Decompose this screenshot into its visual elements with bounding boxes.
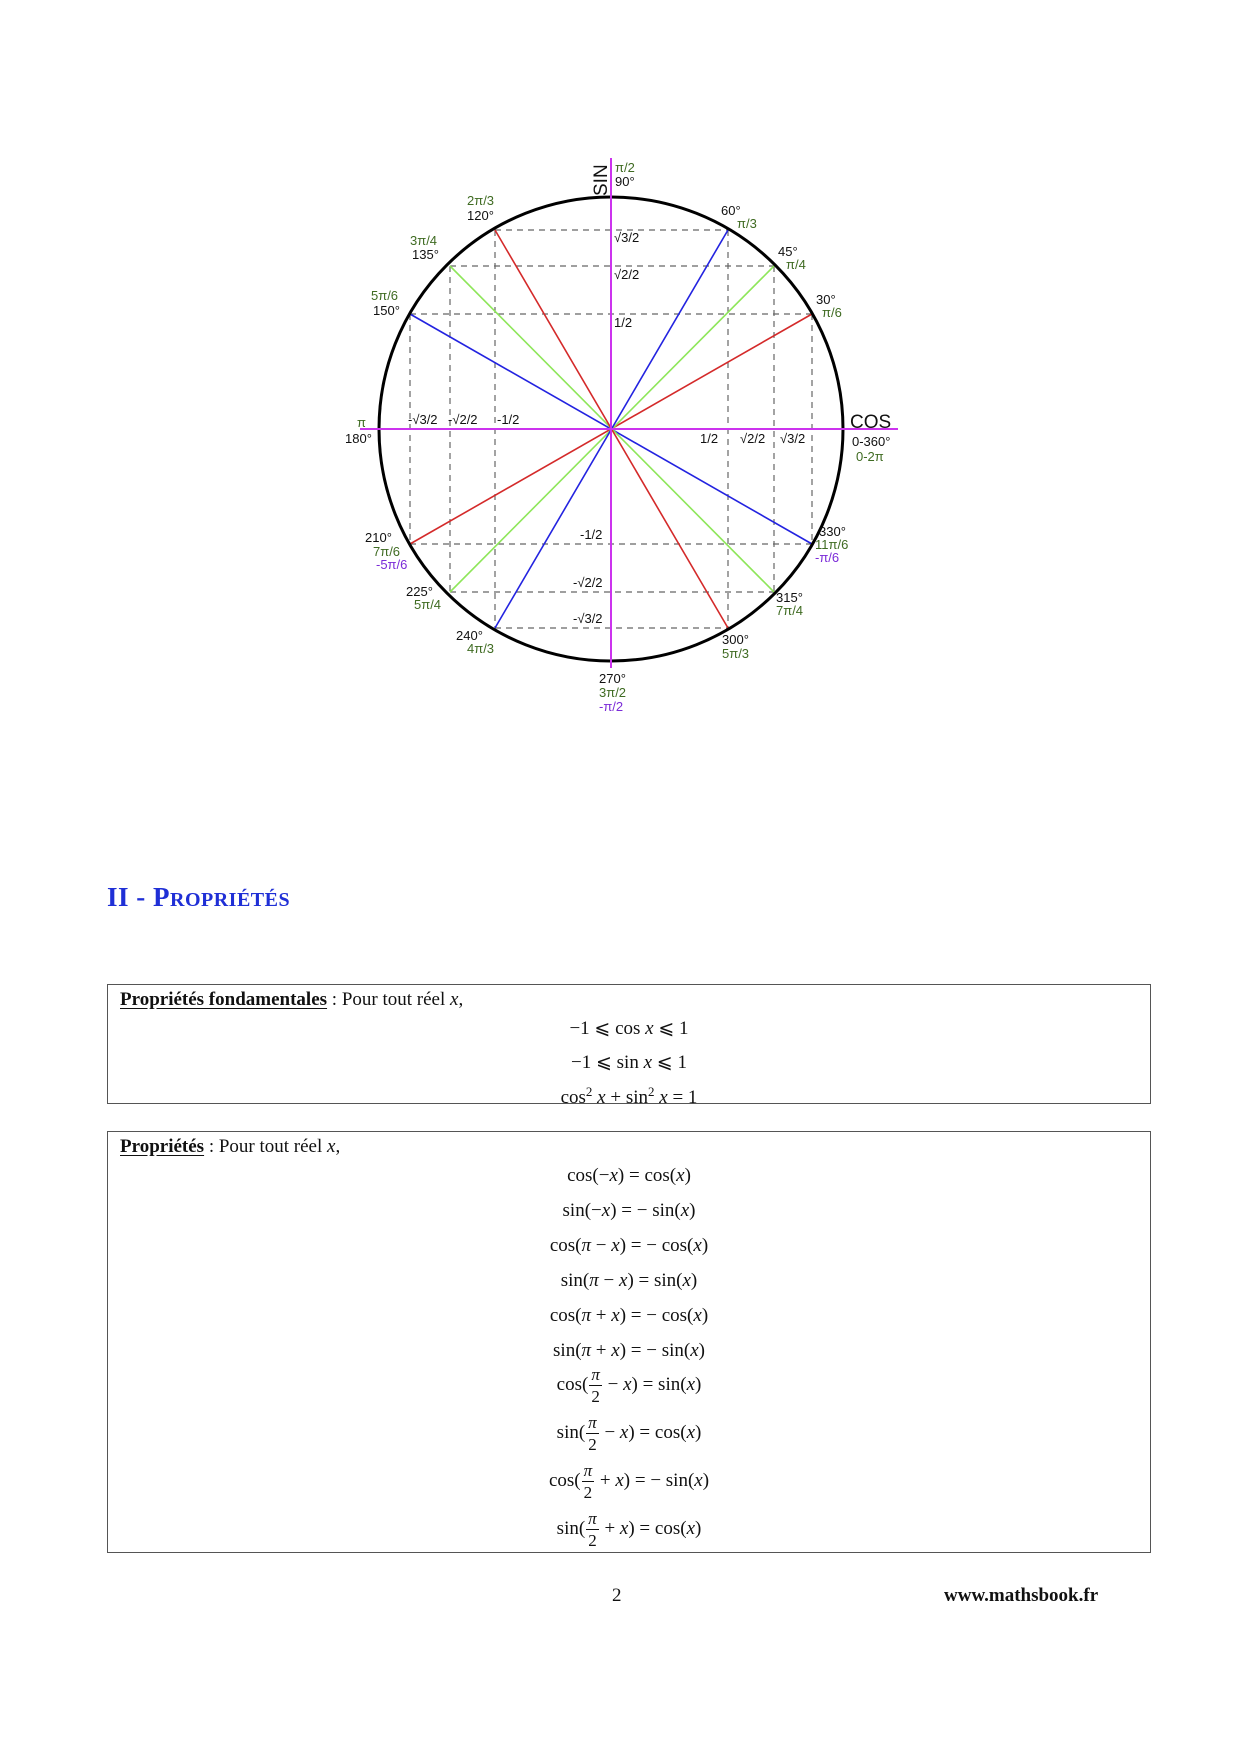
value-y-neg-sqrt3: -√3/2 (573, 611, 603, 626)
label-60-deg: 60° (721, 203, 741, 218)
label-210-deg: 210° (365, 530, 392, 545)
value-x-neg-sqrt2: -√2/2 (448, 412, 478, 427)
formula-cos-pi-minus: cos(π − x) = − cos(x) (549, 1235, 709, 1256)
label-315-rad: 7π/4 (776, 603, 804, 618)
value-x-sqrt3: √3/2 (780, 431, 806, 446)
cos-axis-label: COS (850, 412, 892, 433)
fundamental-properties-title: Propriétés fondamentales (120, 989, 328, 1010)
label-135-deg: 135° (412, 247, 439, 262)
formula-sin-pi-plus: sin(π + x) = − sin(x) (553, 1340, 705, 1361)
fundamental-properties-heading (120, 989, 463, 1011)
properties-intro: : Pour tout réel (204, 1136, 328, 1157)
label-60-rad: π/3 (737, 216, 757, 231)
label-240-rad: 4π/3 (467, 641, 495, 656)
fundamental-properties-end: , (458, 989, 464, 1010)
label-left-deg: 180° (345, 431, 372, 446)
label-150-rad: 5π/6 (371, 288, 399, 303)
value-y-sqrt3: √3/2 (614, 230, 640, 245)
label-45-deg: 45° (778, 244, 798, 259)
trigonometric-circle (330, 150, 920, 720)
formula-sin-halfpi-minus: sin( $\frac{\pi}{2}$ − x) = cos(x) (556, 1413, 702, 1454)
label-top-rad: π/2 (615, 160, 635, 175)
sin-axis-label: SIN (591, 164, 612, 196)
label-330-rad: 11π/6 (815, 537, 849, 552)
value-y-sqrt2: √2/2 (614, 267, 640, 282)
section-title (107, 882, 290, 913)
label-315-deg: 315° (776, 590, 803, 605)
formula-sin-bounds: −1 ⩽ sin x ⩽ 1 (571, 1052, 687, 1073)
label-210-rad: 7π/6 (373, 544, 401, 559)
label-240-deg: 240° (456, 628, 483, 643)
label-225-deg: 225° (406, 584, 433, 599)
label-300-rad: 5π/3 (722, 646, 750, 661)
properties-box (107, 1131, 1151, 1553)
page-number: 2 (612, 1585, 622, 1606)
section-title-rest: ROPRIÉTÉS (170, 889, 291, 911)
formula-sin-neg: sin(−x) = − sin(x) (562, 1200, 696, 1221)
label-300-deg: 300° (722, 632, 749, 647)
site-url: www.mathsbook.fr (944, 1585, 1099, 1606)
fundamental-properties-var: x (450, 989, 459, 1010)
fundamental-properties-intro: : Pour tout réel (327, 989, 450, 1010)
label-30-deg: 30° (816, 292, 836, 307)
properties-title: Propriétés (120, 1136, 205, 1157)
properties-end: , (335, 1136, 341, 1157)
value-y-neg-sqrt2: -√2/2 (573, 575, 603, 590)
label-right-deg: 0-360° (852, 434, 891, 449)
label-330-neg: -π/6 (815, 550, 840, 565)
section-title-first: P (153, 882, 171, 912)
label-bottom-rad: 3π/2 (599, 685, 627, 700)
value-x-half: 1/2 (700, 431, 719, 446)
label-left-rad: π (357, 415, 366, 430)
properties-heading (120, 1136, 340, 1158)
fundamental-properties-box (107, 984, 1151, 1108)
label-330-deg: 330° (819, 524, 846, 539)
label-bottom-neg: -π/2 (599, 699, 624, 714)
label-120-rad: 2π/3 (467, 193, 495, 208)
label-135-rad: 3π/4 (410, 233, 438, 248)
value-x-sqrt2: √2/2 (740, 431, 766, 446)
value-x-neg-half: -1/2 (497, 412, 520, 427)
value-y-neg-half: -1/2 (580, 527, 603, 542)
properties-var: x (327, 1136, 336, 1157)
label-210-neg: -5π/6 (376, 557, 408, 572)
formula-cos-bounds: −1 ⩽ cos x ⩽ 1 (569, 1018, 689, 1039)
formula-cos-halfpi-plus: cos( $\frac{\pi}{2}$ + x) = − sin(x) (548, 1461, 710, 1502)
label-225-rad: 5π/4 (414, 597, 442, 612)
label-120-deg: 120° (467, 208, 494, 223)
value-x-neg-sqrt3: -√3/2 (408, 412, 438, 427)
formula-sin-pi-minus: sin(π − x) = sin(x) (560, 1270, 698, 1291)
section-number: II - (107, 882, 154, 912)
formula-cos-pi-plus: cos(π + x) = − cos(x) (549, 1305, 709, 1326)
formula-cos-neg: cos(−x) = cos(x) (567, 1165, 691, 1186)
label-top-deg: 90° (615, 174, 635, 189)
label-bottom-deg: 270° (599, 671, 626, 686)
value-y-half: 1/2 (614, 315, 633, 330)
formula-cos-halfpi-minus: cos( $\frac{\pi}{2}$ − x) = sin(x) (556, 1365, 702, 1406)
label-45-rad: π/4 (786, 257, 806, 272)
formula-pythagorean-identity: $\cos^2 x + \sin^2 x = 1$ (560, 1084, 698, 1108)
label-150-deg: 150° (373, 303, 400, 318)
formula-sin-halfpi-plus: sin( $\frac{\pi}{2}$ + x) = cos(x) (556, 1509, 702, 1550)
label-right-rad: 0-2π (856, 449, 884, 464)
label-30-rad: π/6 (822, 305, 842, 320)
